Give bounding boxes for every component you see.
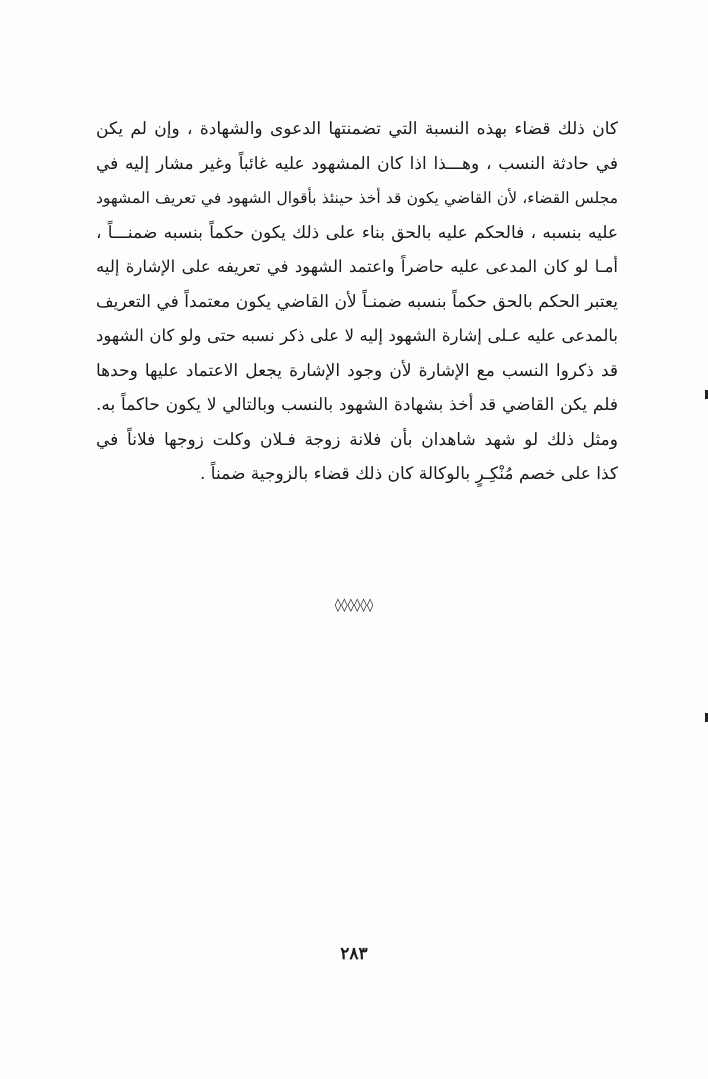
text-line-11: كذا على خصم مُنْكِـرٍ بالوكالة كان ذلك قضاء بالزوجية ضمناً . (200, 464, 618, 484)
text-line-5: أمـا لو كان المدعى عليه حاضراً واعتمد الشهود في تعريفه على الإشارة إليه (96, 257, 618, 276)
text-line-2: في حادثة النسب ، وهـــذا اذا كان المشهود عليه غائباً وغير مشار إليه في (96, 153, 618, 174)
text-line-8: قد ذكروا النسب مع الإشارة لأن وجود الإشارة يجعل الاعتماد عليها وحدها (96, 360, 618, 381)
section-divider-ornament: ◊◊◊◊◊◊ (334, 598, 374, 613)
text-line-4: عليه بنسبه ، فالحكم عليه بالحق بناء على ذلك يكون حكماً بنسبه ضمنـــاً ، (96, 222, 618, 243)
text-line-10: ومثل ذلك لو شهد شاهدان بأن فلانة زوجة فـلان وكلت زوجها فلاناً في (96, 429, 618, 450)
page-number: ٢٨٣ (340, 944, 368, 964)
text-line-3: مجلس القضاء، لأن القاضي يكون قد أخذ حينئذ بأقوال الشهود في تعريف المشهود (96, 189, 618, 207)
text-line-7: بالمدعى عليه عـلى إشارة الشهود إليه لا على ذكر نسبه حتى ولو كان الشهود (96, 326, 618, 345)
body-paragraph (96, 112, 618, 492)
text-line-6: يعتبر الحكم بالحق حكماً بنسبه ضمنـاً لأن القاضي يكون معتمداً في التعريف (96, 291, 618, 312)
text-line-9: فلم يكن القاضي قد أخذ بشهادة الشهود بالنسب وبالتالي لا يكون حاكماً به. (96, 395, 618, 415)
text-line-1: كان ذلك قضاء بهذه النسبة التي تضمنتها الدعوى والشهادة ، وإن لم يكن (96, 119, 618, 139)
